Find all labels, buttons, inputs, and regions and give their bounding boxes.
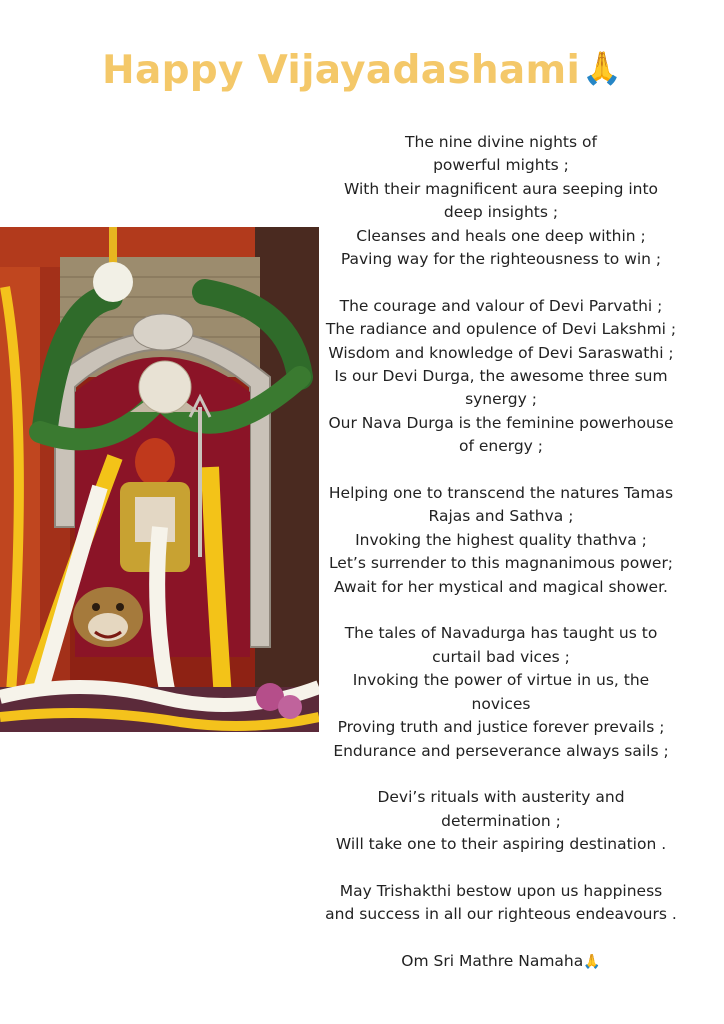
folded-hands-icon: 🙏 xyxy=(583,954,601,971)
durga-idol-photo xyxy=(0,227,319,732)
poem-stanza xyxy=(318,295,684,459)
poem-line: curtail bad vices ; xyxy=(432,647,570,666)
poem-line: Proving truth and justice forever prevails ; xyxy=(337,718,665,737)
poem-stanza xyxy=(318,880,684,927)
poem-line: Wisdom and knowledge of Devi Saraswathi ; xyxy=(328,343,674,362)
poem-line: The nine divine nights of xyxy=(405,133,597,151)
poem-stanza xyxy=(318,482,684,599)
poem-line: deep insights ; xyxy=(443,203,559,222)
folded-hands-icon: 🙏 xyxy=(582,49,622,87)
poem-line: of energy ; xyxy=(458,437,544,456)
poem-line: Will take one to their aspiring destination . xyxy=(335,835,667,854)
poem-line: Is our Devi Durga, the awesome three sum xyxy=(334,367,668,386)
poem-line: Invoking the highest quality thathva ; xyxy=(355,530,647,549)
poem-line: Endurance and perseverance always sails ; xyxy=(333,741,669,760)
poem-stanza xyxy=(318,786,684,856)
durga-idol-illustration xyxy=(0,227,319,732)
poem-line: determination ; xyxy=(441,811,561,830)
poem-line: novices xyxy=(471,694,531,713)
poem-line: Invoking the power of virtue in us, the xyxy=(352,671,650,690)
poem-line: With their magnificent aura seeping into xyxy=(343,179,659,198)
poem-line: Paving way for the righteousness to win ; xyxy=(340,250,662,269)
poem-line: Our Nava Durga is the feminine powerhouse xyxy=(328,413,674,432)
page-title xyxy=(0,48,724,93)
poem-stanza xyxy=(318,622,684,762)
poem-line: Rajas and Sathva ; xyxy=(428,507,574,526)
poem-closing xyxy=(318,950,684,974)
poem xyxy=(318,131,684,998)
poem-line: The courage and valour of Devi Parvathi ; xyxy=(339,296,663,315)
poem-line: Await for her mystical and magical shower. xyxy=(334,577,668,596)
poem-line: Let’s surrender to this magnanimous power; xyxy=(328,554,674,573)
title-text: Happy Vijayadashami xyxy=(102,48,581,93)
poem-line: Helping one to transcend the natures Tamas xyxy=(328,484,674,503)
poem-stanza xyxy=(318,131,684,271)
poem-line: The tales of Navadurga has taught us to xyxy=(344,624,658,643)
closing-text: Om Sri Mathre Namaha xyxy=(401,952,584,971)
poem-line: powerful mights ; xyxy=(433,156,569,175)
poem-line: Cleanses and heals one deep within ; xyxy=(356,226,646,245)
poem-line: synergy ; xyxy=(465,390,537,409)
closing-line xyxy=(318,950,684,974)
poem-line: May Trishakthi bestow upon us happiness xyxy=(339,881,663,900)
poem-line: Devi’s rituals with austerity and xyxy=(377,788,625,807)
poem-line: The radiance and opulence of Devi Lakshmi ; xyxy=(325,320,677,339)
poem-line: and success in all our righteous endeavours . xyxy=(325,905,677,924)
